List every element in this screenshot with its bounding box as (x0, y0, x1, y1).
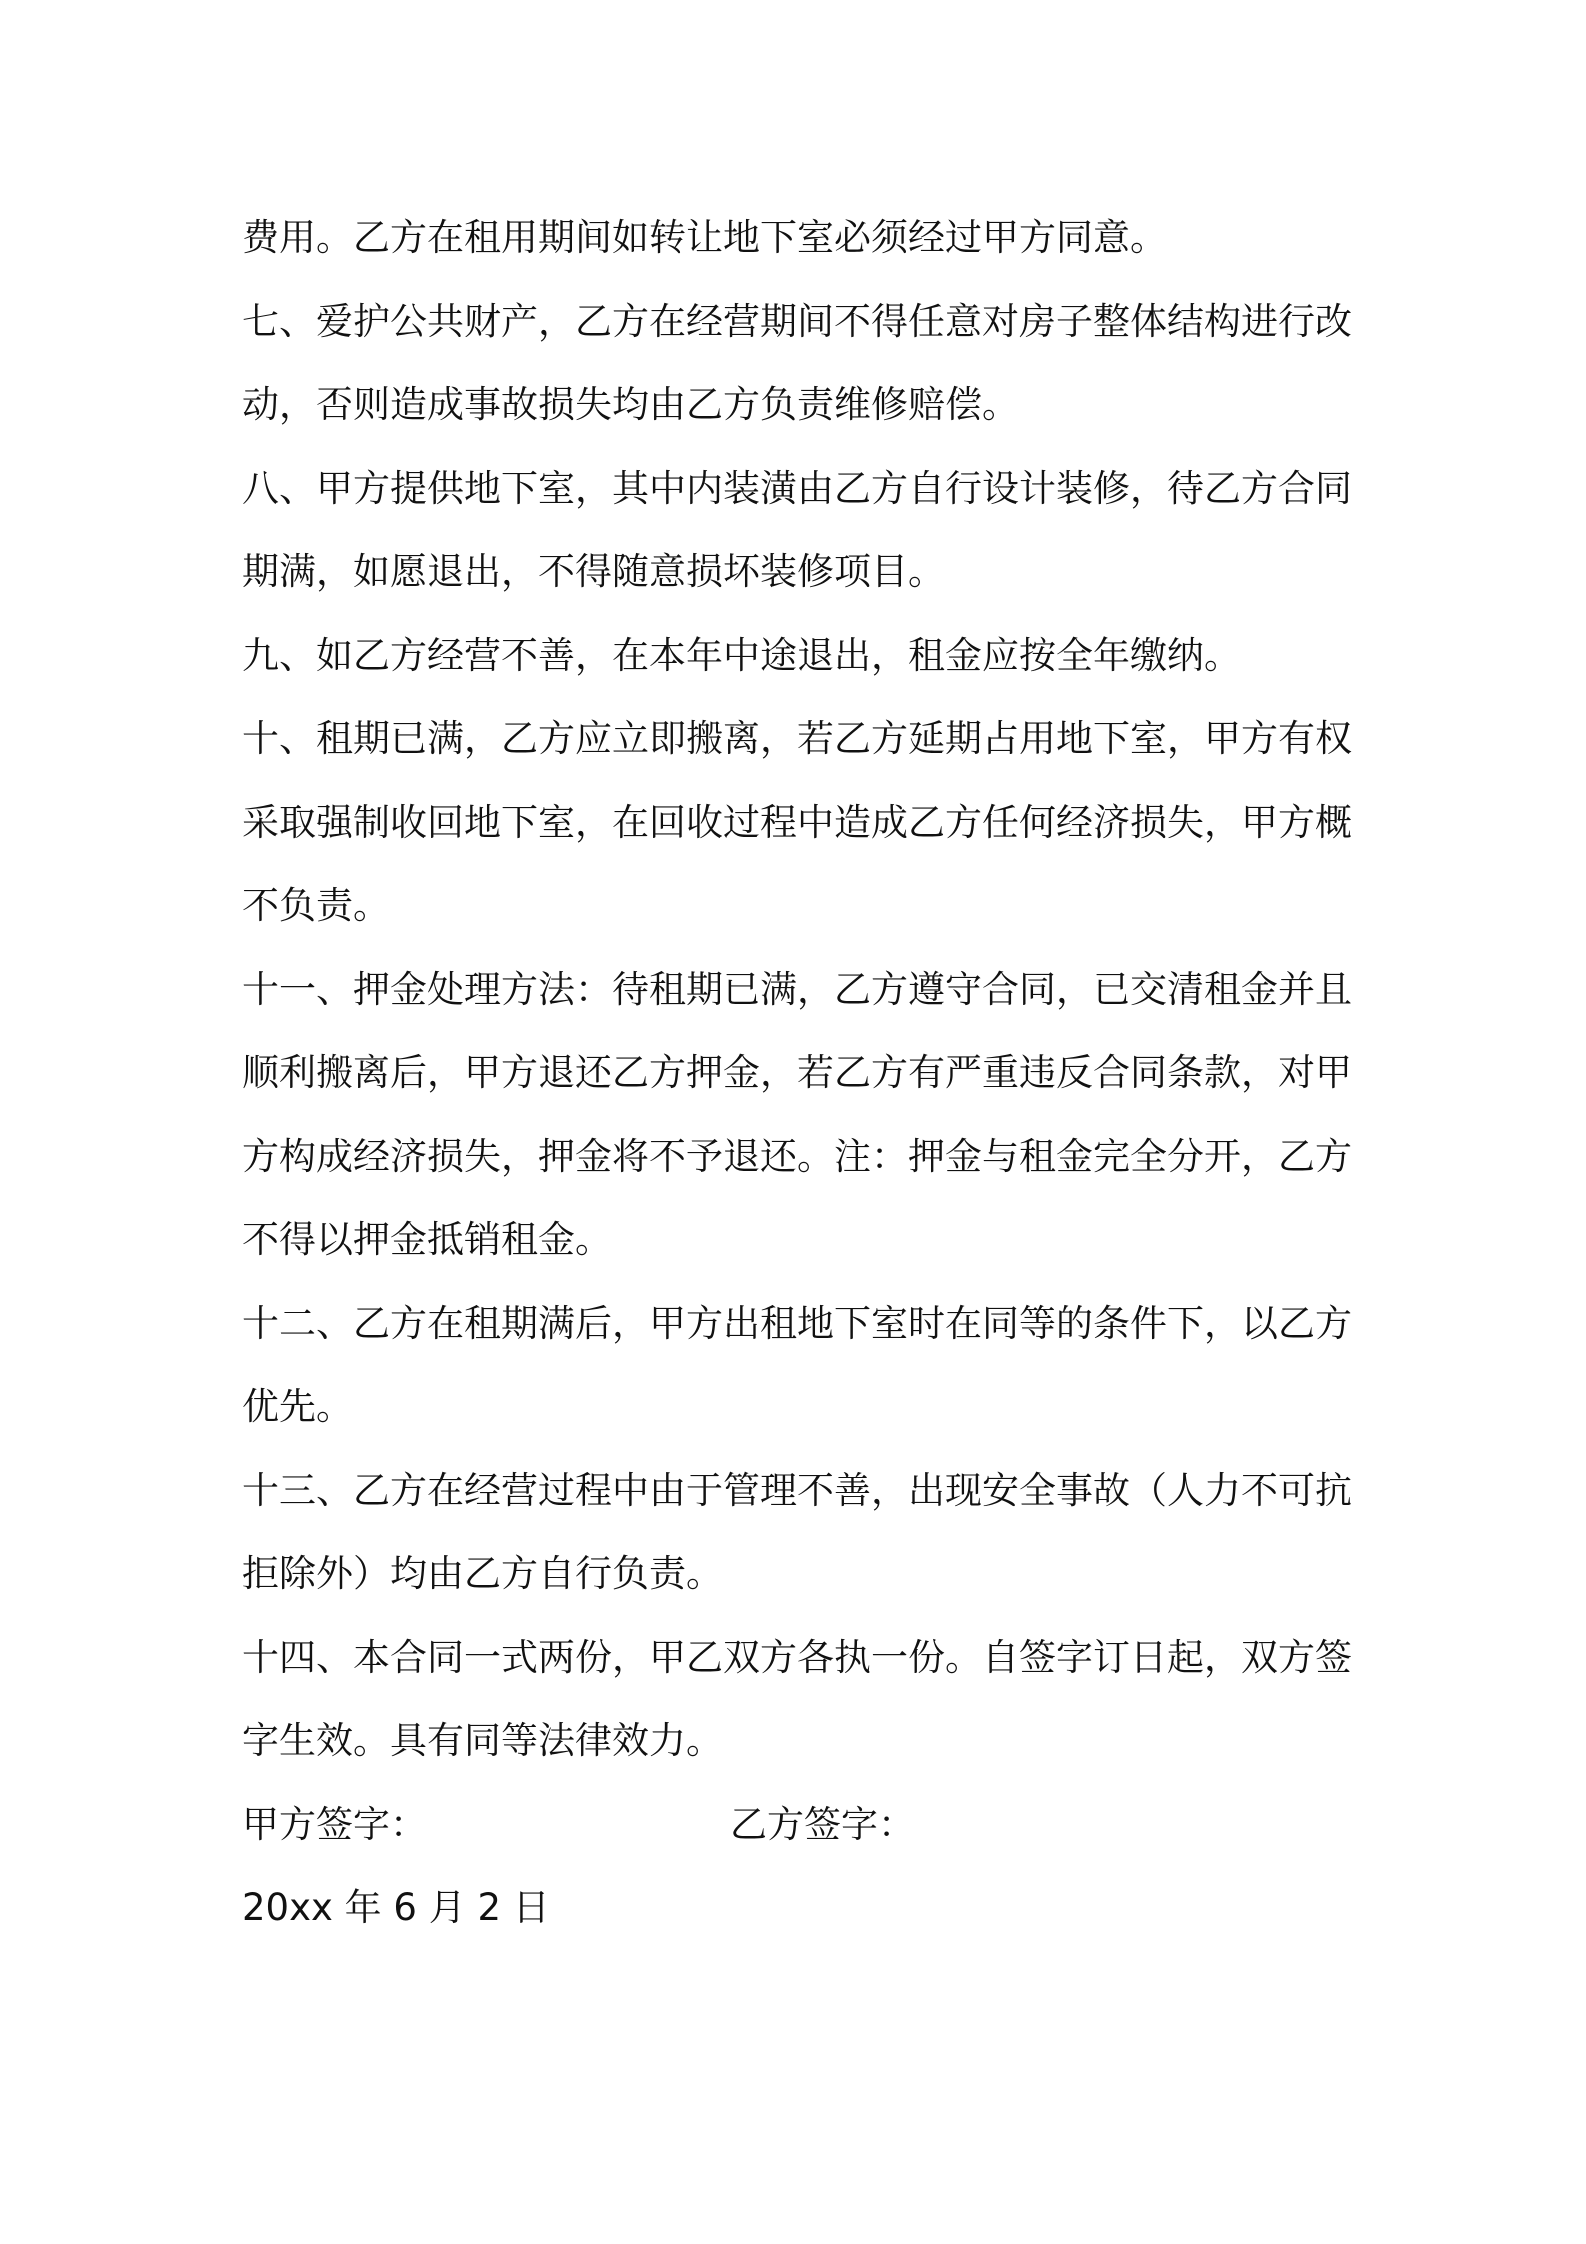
document-body (242, 196, 1362, 1950)
paragraph-clause-8: 八、甲方提供地下室，其中内装潢由乙方自行设计装修，待乙方合同期满，如愿退出，不得随意损坏装修项目。 (242, 466, 1352, 593)
paragraph-clause-11: 十一、押金处理方法：待租期已满，乙方遵守合同，已交清租金并且顺利搬离后，甲方退还乙方押金，若乙方有严重违反合同条款，对甲方构成经济损失，押金将不予退还。注：押金与租金完全分开，乙方不得以押金抵销租金。 (242, 967, 1352, 1261)
paragraph-clause-14: 十四、本合同一式两份，甲乙双方各执一份。自签字订日起，双方签字生效。具有同等法律效力。 (242, 1635, 1352, 1762)
paragraph-clause-9: 九、如乙方经营不善，在本年中途退出，租金应按全年缴纳。 (242, 633, 1241, 677)
contract-date: 20xx 年 6 月 2 日 (242, 1886, 550, 1929)
paragraph-clause-10: 十、租期已满，乙方应立即搬离，若乙方延期占用地下室，甲方有权采取强制收回地下室，在回收过程中造成乙方任何经济损失，甲方概不负责。 (242, 717, 1352, 927)
signature-row (242, 1783, 1362, 1867)
paragraph-fee-transfer: 费用。乙方在租用期间如转让地下室必须经过甲方同意。 (242, 216, 1167, 259)
party-b-signature-label: 乙方签字： (730, 1802, 915, 1846)
paragraph-clause-12: 十二、乙方在租期满后，甲方出租地下室时在同等的条件下，以乙方优先。 (242, 1301, 1352, 1428)
paragraph-clause-7: 七、爱护公共财产，乙方在经营期间不得任意对房子整体结构进行改动，否则造成事故损失均由乙方负责维修赔偿。 (242, 299, 1352, 426)
party-a-signature-label: 甲方签字： (242, 1802, 427, 1846)
paragraph-clause-13: 十三、乙方在经营过程中由于管理不善，出现安全事故（人力不可抗拒除外）均由乙方自行负责。 (242, 1468, 1352, 1595)
